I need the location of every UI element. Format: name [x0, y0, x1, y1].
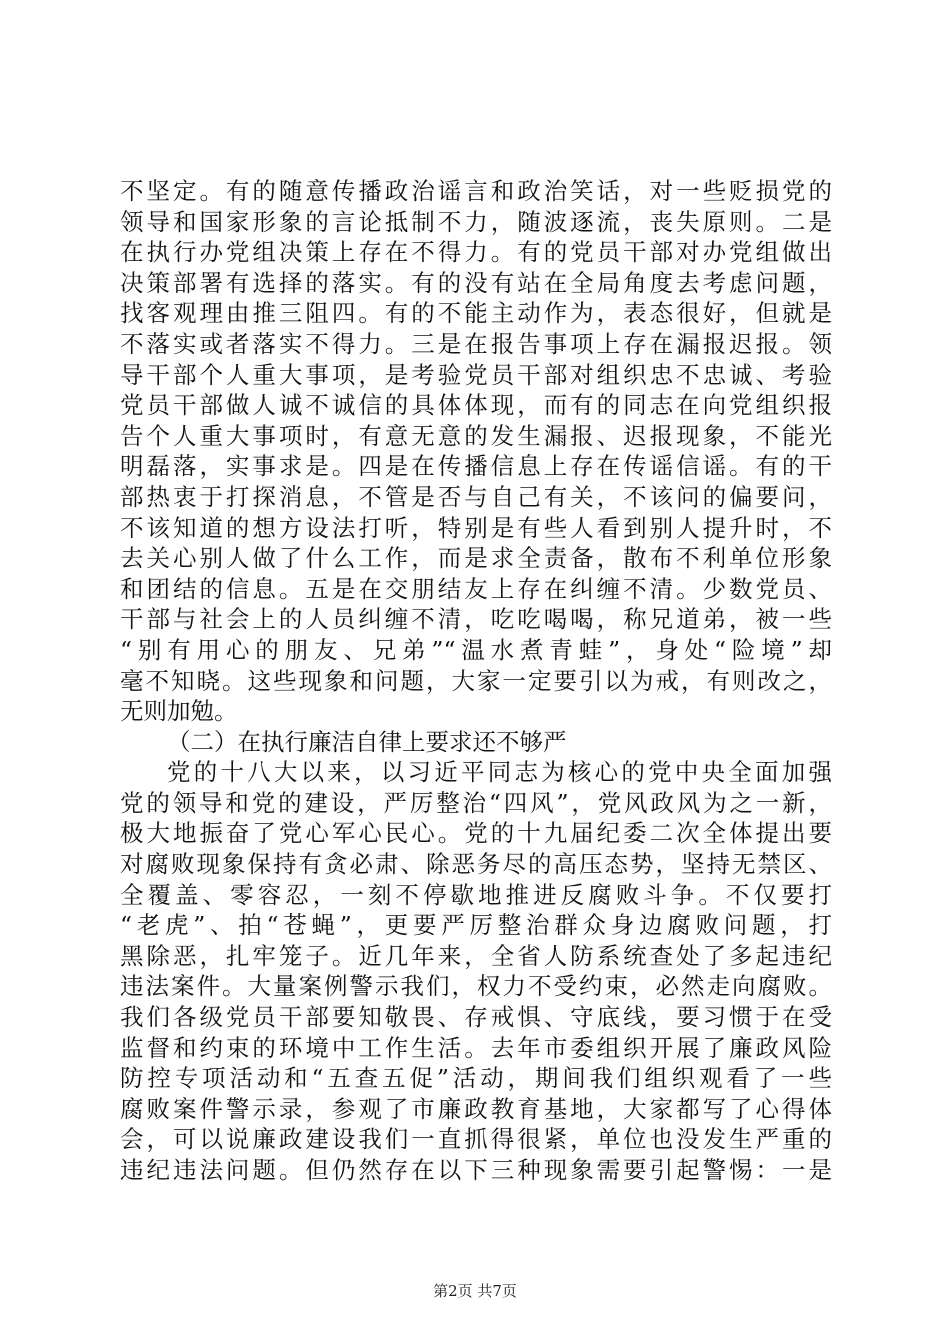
text-line: 导干部个人重大事项，是考验党员干部对组织忠不忠诚、考验 [120, 360, 832, 389]
text-line: 毫不知晓。这些现象和问题，大家一定要引以为戒，有则改之， [120, 666, 832, 695]
text-line: 我们各级党员干部要知敬畏、存戒惧、守底线，要习惯于在受 [120, 1003, 832, 1032]
text-line: 领导和国家形象的言论抵制不力，随波逐流，丧失原则。二是 [120, 207, 832, 236]
text-line: 部热衷于打探消息，不管是否与自己有关，不该问的偏要问， [120, 482, 832, 511]
text-line: 黑除恶，扎牢笼子。近几年来，全省人防系统查处了多起违纪 [120, 941, 832, 970]
text-line: 告个人重大事项时，有意无意的发生漏报、迟报现象，不能光 [120, 421, 832, 450]
text-line: 干部与社会上的人员纠缠不清，吃吃喝喝，称兄道弟，被一些 [120, 605, 832, 634]
text-line: 无则加勉。 [120, 697, 238, 726]
text-line: 不该知道的想方设法打听，特别是有些人看到别人提升时，不 [120, 513, 832, 542]
text-line: 防控专项活动和“五查五促”活动，期间我们组织观看了一些 [120, 1064, 832, 1093]
text-line: 不落实或者落实不得力。三是在报告事项上存在漏报迟报。领 [120, 329, 832, 358]
text-line: 明磊落，实事求是。四是在传播信息上存在传谣信谣。有的干 [120, 452, 832, 481]
text-line: 全覆盖、零容忍，一刻不停歇地推进反腐败斗争。不仅要打 [120, 880, 832, 909]
text-line: 会，可以说廉政建设我们一直抓得很紧，单位也没发生严重的 [120, 1125, 832, 1154]
text-line: 极大地振奋了党心军心民心。党的十九届纪委二次全体提出要 [120, 819, 832, 848]
text-line: “老虎”、拍“苍蝇”，更要严厉整治群众身边腐败问题，打 [120, 911, 832, 940]
text-line: 决策部署有选择的落实。有的没有站在全局角度去考虑问题， [120, 268, 832, 297]
text-line: 腐败案件警示录，参观了市廉政教育基地，大家都写了心得体 [120, 1094, 832, 1123]
text-line: 监督和约束的环境中工作生活。去年市委组织开展了廉政风险 [120, 1033, 832, 1062]
text-line: 对腐败现象保持有贪必肃、除恶务尽的高压态势，坚持无禁区、 [120, 850, 832, 879]
text-line: 党的领导和党的建设，严厉整治“四风”，党风政风为之一新， [120, 788, 832, 817]
text-line: 违法案件。大量案例警示我们，权力不受约束，必然走向腐败。 [120, 972, 832, 1001]
document-body [120, 176, 832, 1186]
text-line: 违纪违法问题。但仍然存在以下三种现象需要引起警惕：一是 [120, 1156, 832, 1184]
text-line: 在执行办党组决策上存在不得力。有的党员干部对办党组做出 [120, 238, 832, 267]
text-line: 不坚定。有的随意传播政治谣言和政治笑话，对一些贬损党的 [120, 177, 832, 205]
section-heading: （二）在执行廉洁自律上要求还不够严 [167, 727, 567, 756]
text-line: “别有用心的朋友、兄弟”“温水煮青蛙”，身处“险境”却 [120, 635, 832, 664]
text-line: 和团结的信息。五是在交朋结友上存在纠缠不清。少数党员、 [120, 574, 832, 603]
text-line: 找客观理由推三阻四。有的不能主动作为，表态很好，但就是 [120, 299, 832, 328]
page-number-footer: 第2页 共7页 [433, 1282, 517, 1300]
text-line: 党员干部做人诚不诚信的具体体现，而有的同志在向党组织报 [120, 391, 832, 420]
paragraph-first-line: 党的十八大以来，以习近平同志为核心的党中央全面加强 [167, 758, 832, 787]
text-line: 去关心别人做了什么工作，而是求全责备，散布不利单位形象 [120, 544, 832, 573]
